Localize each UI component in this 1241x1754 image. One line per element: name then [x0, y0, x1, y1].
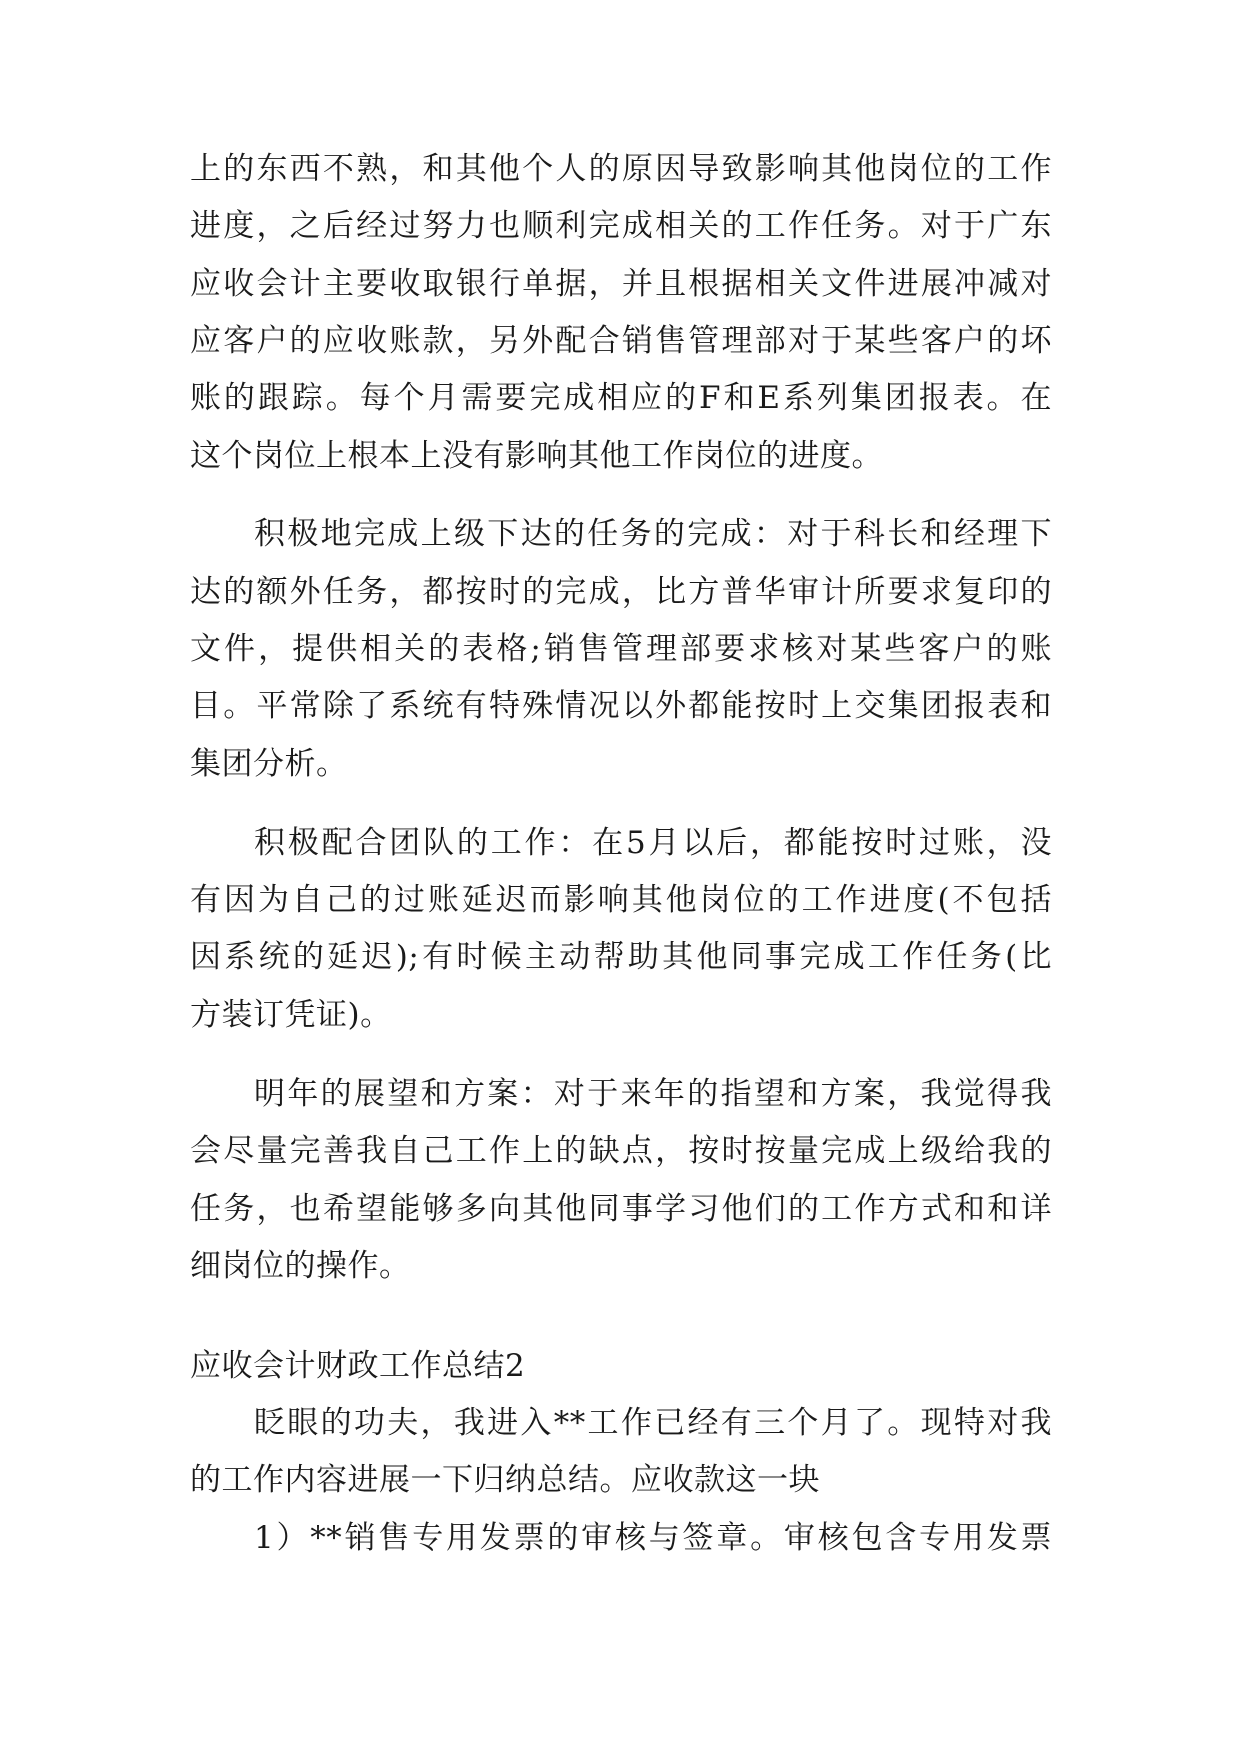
body-text-line: 进度，之后经过努力也顺利完成相关的工作任务。对于广东 — [190, 208, 1052, 244]
list-item-text: 1）**销售专用发票的审核与签章。审核包含专用发票 — [254, 1520, 1052, 1556]
paragraph-first-line: 积极配合团队的工作：在5月以后，都能按时过账，没 — [254, 825, 1052, 861]
paragraph-first-line: 眨眼的功夫，我进入**工作已经有三个月了。现特对我 — [254, 1405, 1052, 1441]
body-text-line: 文件，提供相关的表格;销售管理部要求核对某些客户的账 — [190, 631, 1052, 667]
body-text-line: 达的额外任务，都按时的完成，比方普华审计所要求复印的 — [190, 574, 1052, 610]
paragraph-first-line: 明年的展望和方案：对于来年的指望和方案，我觉得我 — [254, 1076, 1052, 1112]
body-text-line: 细岗位的操作。 — [190, 1248, 411, 1284]
body-text-line: 方装订凭证)。 — [190, 997, 392, 1033]
section-heading: 应收会计财政工作总结2 — [190, 1348, 526, 1384]
body-text-line: 应客户的应收账款，另外配合销售管理部对于某些客户的坏 — [190, 323, 1052, 359]
body-text-line: 的工作内容进展一下归纳总结。应收款这一块 — [190, 1462, 820, 1498]
body-text-line: 账的跟踪。每个月需要完成相应的F和E系列集团报表。在 — [190, 380, 1052, 416]
body-text-line: 目。平常除了系统有特殊情况以外都能按时上交集团报表和 — [190, 688, 1052, 724]
body-text-line: 会尽量完善我自己工作上的缺点，按时按量完成上级给我的 — [190, 1133, 1052, 1169]
body-text-line: 任务，也希望能够多向其他同事学习他们的工作方式和和详 — [190, 1191, 1052, 1227]
paragraph-first-line: 积极地完成上级下达的任务的完成：对于科长和经理下 — [254, 516, 1052, 552]
body-text-line: 上的东西不熟，和其他个人的原因导致影响其他岗位的工作 — [190, 151, 1052, 187]
body-text-line: 这个岗位上根本上没有影响其他工作岗位的进度。 — [190, 438, 883, 474]
body-text-line: 有因为自己的过账延迟而影响其他岗位的工作进度(不包括 — [190, 882, 1052, 918]
body-text-line: 因系统的延迟);有时候主动帮助其他同事完成工作任务(比 — [190, 939, 1052, 975]
body-text-line: 应收会计主要收取银行单据，并且根据相关文件进展冲减对 — [190, 266, 1052, 302]
body-text-line: 集团分析。 — [190, 746, 348, 782]
